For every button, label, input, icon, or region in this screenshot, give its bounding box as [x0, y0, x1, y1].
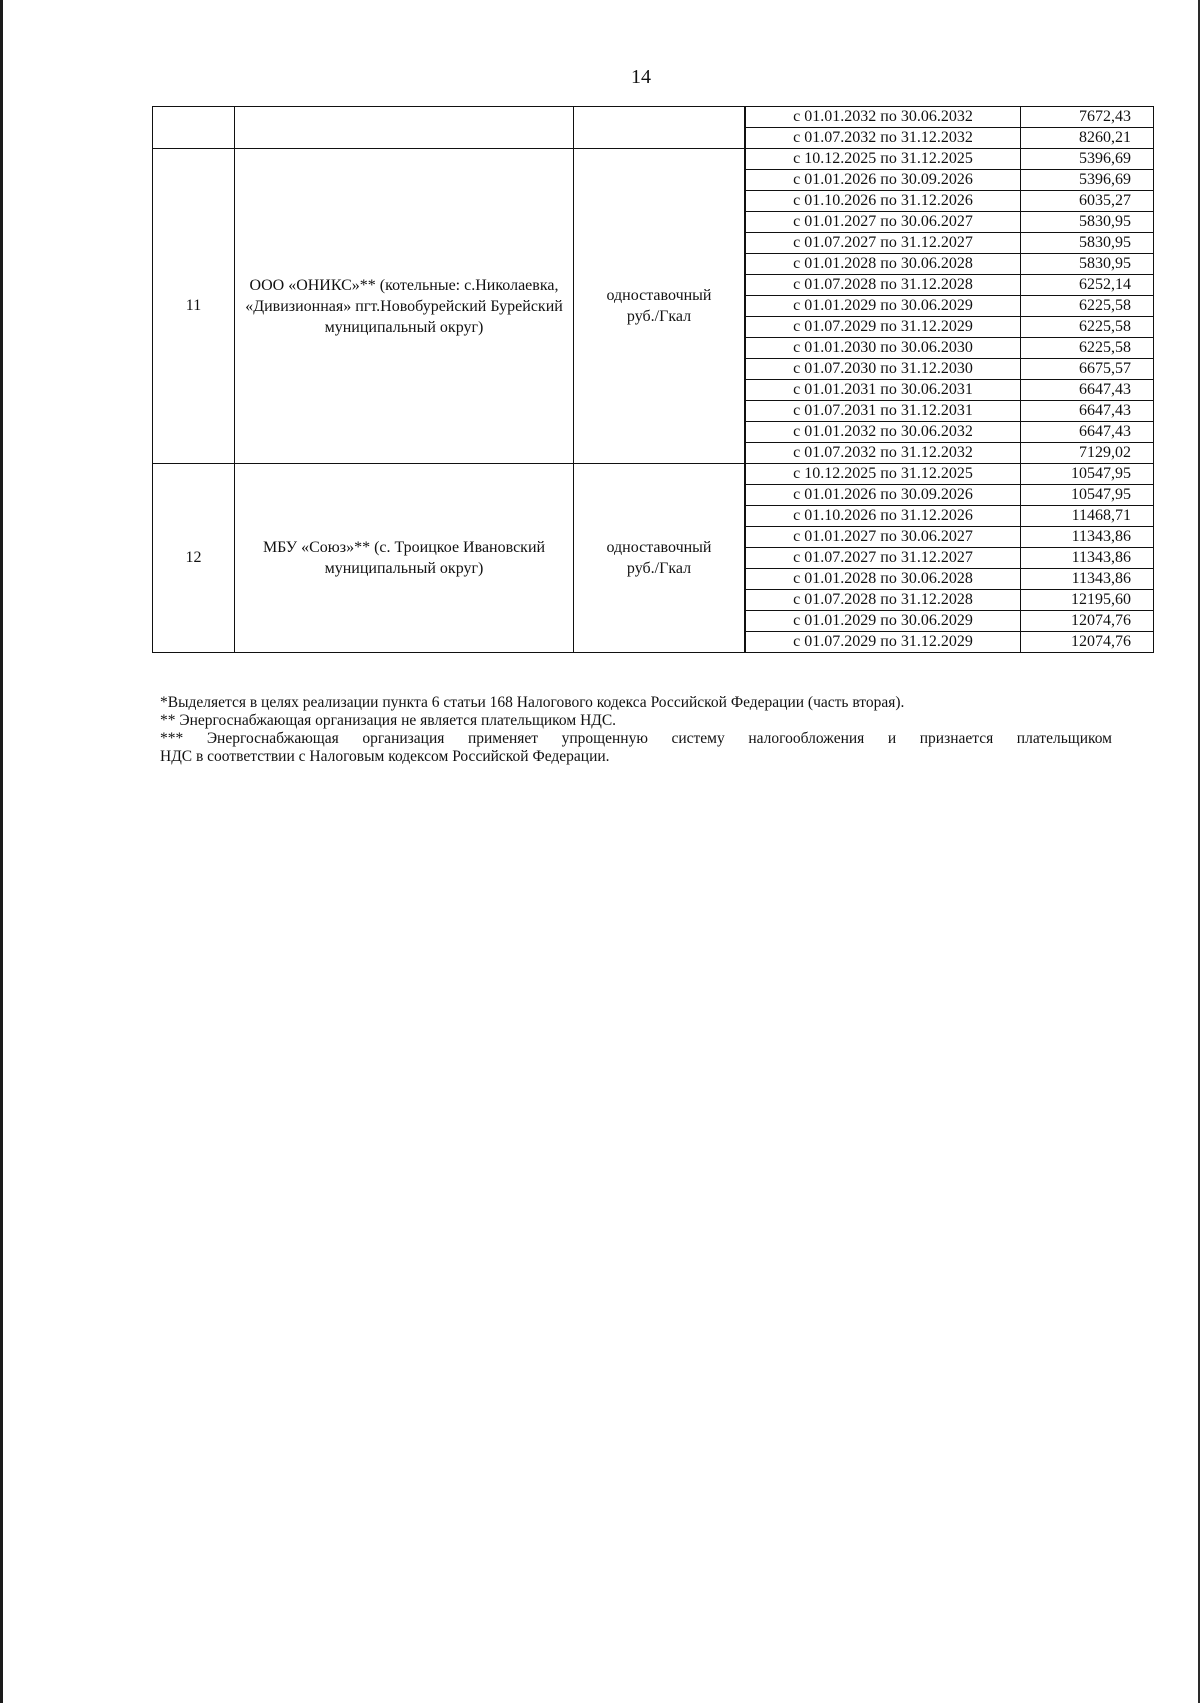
tariff-value-cell: 6225,58 [1021, 338, 1154, 359]
tariff-value-cell: 11343,86 [1021, 527, 1154, 548]
period-cell: с 01.07.2028 по 31.12.2028 [746, 275, 1021, 296]
period-cell: с 01.01.2027 по 30.06.2027 [746, 212, 1021, 233]
tariff-value-cell: 10547,95 [1021, 485, 1154, 506]
period-cell: с 01.01.2032 по 30.06.2032 [746, 422, 1021, 443]
footnote-simplified-tax-line1: *** Энергоснабжающая организация применяет упрощенную систему налогообложения и признается плательщиком [160, 730, 1112, 747]
tariff-value-cell: 7129,02 [1021, 443, 1154, 464]
tariff-value-cell: 5396,69 [1021, 170, 1154, 191]
tariff-unit: руб./Гкал [626, 308, 692, 325]
period-cell: с 01.01.2032 по 30.06.2032 [746, 107, 1021, 128]
tariff-value-cell: 6035,27 [1021, 191, 1154, 212]
tariff-row [153, 107, 1154, 128]
period-cell: с 01.10.2026 по 31.12.2026 [746, 191, 1021, 212]
period-cell: с 01.01.2028 по 30.06.2028 [746, 254, 1021, 275]
tariff-type [574, 107, 745, 149]
footnotes [160, 694, 1112, 766]
footnote-simplified-tax-line2: НДС в соответствии с Налоговым кодексом Российской Федерации. [160, 748, 610, 765]
tariff-value-cell: 5830,95 [1021, 212, 1154, 233]
footnote-not-vat-payer: ** Энергоснабжающая организация не является плательщиком НДС. [160, 712, 617, 729]
tariff-table [152, 106, 1154, 653]
period-cell: с 01.07.2032 по 31.12.2032 [746, 128, 1021, 149]
period-cell: с 01.01.2028 по 30.06.2028 [746, 569, 1021, 590]
period-cell: с 01.07.2027 по 31.12.2027 [746, 233, 1021, 254]
period-cell: с 01.07.2027 по 31.12.2027 [746, 548, 1021, 569]
tariff-value-cell: 8260,21 [1021, 128, 1154, 149]
tariff-kind: одноставочный [606, 287, 712, 304]
tariff-value-cell: 6647,43 [1021, 380, 1154, 401]
period-cell: с 01.01.2030 по 30.06.2030 [746, 338, 1021, 359]
period-cell: с 01.01.2027 по 30.06.2027 [746, 527, 1021, 548]
period-cell: с 01.07.2029 по 31.12.2029 [746, 632, 1021, 653]
tariff-kind: одноставочный [606, 539, 712, 556]
tariff-value-cell: 11468,71 [1021, 506, 1154, 527]
tariff-value-cell: 5396,69 [1021, 149, 1154, 170]
period-cell: с 01.01.2031 по 30.06.2031 [746, 380, 1021, 401]
period-cell: с 10.12.2025 по 31.12.2025 [746, 464, 1021, 485]
tariff-value-cell: 5830,95 [1021, 233, 1154, 254]
tariff-value-cell: 6225,58 [1021, 296, 1154, 317]
tariff-value-cell: 7672,43 [1021, 107, 1154, 128]
tariff-value-cell: 6225,58 [1021, 317, 1154, 338]
tariff-value-cell: 6675,57 [1021, 359, 1154, 380]
organization-name: МБУ «Союз»** (с. Троицкое Ивановский муниципальный округ) [235, 464, 574, 653]
tariff-row [153, 149, 1154, 170]
scan-border-left [0, 0, 3, 1703]
organization-name [235, 107, 574, 149]
tariff-value-cell: 12195,60 [1021, 590, 1154, 611]
tariff-value-cell: 11343,86 [1021, 569, 1154, 590]
period-cell: с 01.10.2026 по 31.12.2026 [746, 506, 1021, 527]
period-cell: с 01.07.2032 по 31.12.2032 [746, 443, 1021, 464]
row-number: 12 [153, 464, 235, 653]
footnote-vat-allocated: *Выделяется в целях реализации пункта 6 статьи 168 Налогового кодекса Российской Федерации (часть вторая). [160, 694, 905, 711]
period-cell: с 01.07.2028 по 31.12.2028 [746, 590, 1021, 611]
period-cell: с 01.07.2031 по 31.12.2031 [746, 401, 1021, 422]
page-number: 14 [631, 66, 651, 88]
period-cell: с 01.01.2026 по 30.09.2026 [746, 170, 1021, 191]
period-cell: с 01.01.2026 по 30.09.2026 [746, 485, 1021, 506]
period-cell: с 01.07.2030 по 31.12.2030 [746, 359, 1021, 380]
tariff-value-cell: 6647,43 [1021, 422, 1154, 443]
tariff-type [574, 149, 745, 464]
tariff-type [574, 464, 745, 653]
period-cell: с 10.12.2025 по 31.12.2025 [746, 149, 1021, 170]
period-cell: с 01.07.2029 по 31.12.2029 [746, 317, 1021, 338]
period-cell: с 01.01.2029 по 30.06.2029 [746, 611, 1021, 632]
tariff-value-cell: 6252,14 [1021, 275, 1154, 296]
period-cell: с 01.01.2029 по 30.06.2029 [746, 296, 1021, 317]
tariff-value-cell: 5830,95 [1021, 254, 1154, 275]
tariff-unit: руб./Гкал [626, 560, 692, 577]
tariff-value-cell: 6647,43 [1021, 401, 1154, 422]
row-number: 11 [153, 149, 235, 464]
tariff-value-cell: 12074,76 [1021, 632, 1154, 653]
organization-name: ООО «ОНИКС»** (котельные: с.Николаевка, «Дивизионная» пгт.Новобурейский Бурейский муниципальный округ) [235, 149, 574, 464]
tariff-table-body [153, 107, 1154, 653]
tariff-value-cell: 12074,76 [1021, 611, 1154, 632]
tariff-value-cell: 11343,86 [1021, 548, 1154, 569]
tariff-row [153, 464, 1154, 485]
row-number [153, 107, 235, 149]
tariff-value-cell: 10547,95 [1021, 464, 1154, 485]
